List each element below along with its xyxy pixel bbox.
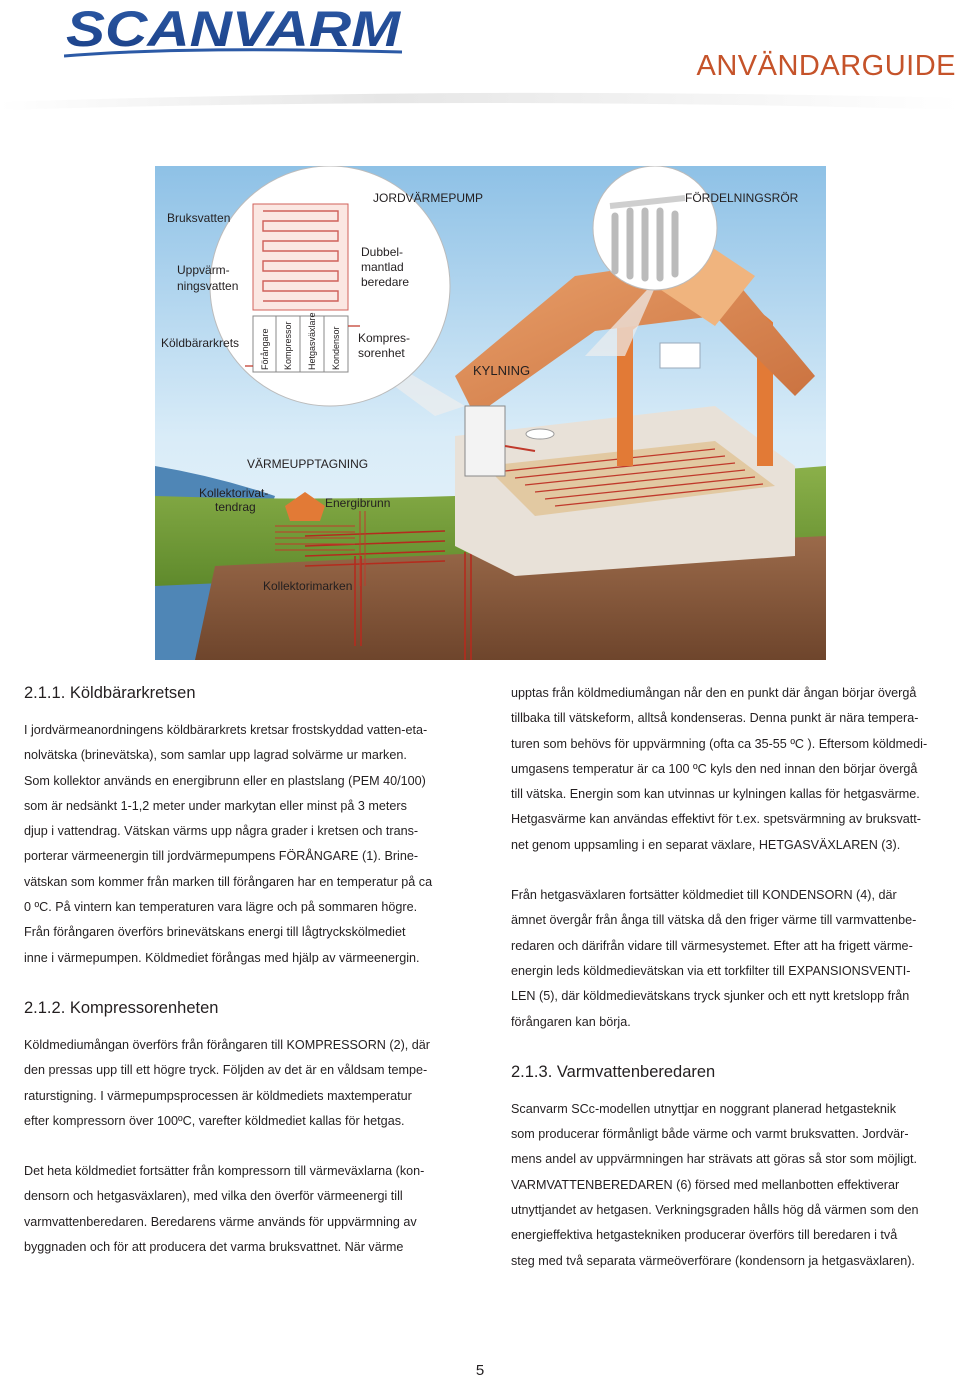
right-paragraph-1 bbox=[511, 681, 958, 858]
text-line: ämnet övergår från ånga till vätska då den friger värme till varmvattenbe- bbox=[511, 913, 917, 928]
label-dubbel-1: Dubbel- bbox=[361, 245, 404, 259]
section-heading-varmvattenberedaren: 2.1.3. Varmvattenberedaren bbox=[511, 1062, 716, 1081]
text-line: steg med två separata värmeöverförare (kondensorn ja hetgasväxlaren). bbox=[511, 1253, 915, 1268]
text-line: Från hetgasväxlaren fortsätter köldmediet till KONDENSORN (4), där bbox=[511, 888, 897, 903]
label-koldbararkrets: Köldbärarkrets bbox=[161, 336, 240, 350]
text-line: densorn och hetgasväxlaren), med vilka den överför värmeenergi till bbox=[24, 1189, 403, 1204]
label-kollektorimarken: Kollektorimarken bbox=[263, 579, 353, 593]
text-line: Från förångaren överförs brinevätskans energi till lågtryckskölmediet bbox=[24, 925, 406, 940]
text-line: energieffektiva hetgastekniken producerar överförs till beredaren i två bbox=[511, 1228, 898, 1243]
text-line: upptas från köldmediumångan når den en punkt där ångan börjar övergå bbox=[511, 686, 917, 700]
scanvarm-logo bbox=[64, 2, 404, 62]
label-bruksvatten: Bruksvatten bbox=[167, 211, 231, 225]
section-heading-kompressorenheten: 2.1.2. Kompressorenheten bbox=[24, 998, 219, 1017]
text-line: utnyttjandet av hetgasen. Verkningsgraden hålls hög då värmen som den bbox=[511, 1203, 919, 1218]
text-line: varmvattenberedaren. Beredarens värme används för uppvärmning av bbox=[24, 1214, 417, 1229]
right-column bbox=[511, 681, 958, 1274]
text-line: efter kompressorn över 100ºC, varefter köldmediet kallas för hetgas. bbox=[24, 1113, 405, 1128]
label-jordvarmepump: JORDVÄRMEPUMP bbox=[373, 191, 484, 205]
text-line: som producerar förmånligt både värme och varmt bruksvatten. Jordvär- bbox=[511, 1127, 909, 1142]
text-line: LEN (5), där köldmedievätskans tryck sjunker och ett nytt kretslopp från bbox=[511, 989, 910, 1004]
text-line: turen som behövs för uppvärmning (ofta ca 35-55 ºC ). Eftersom köldmedi- bbox=[511, 736, 928, 751]
label-kollektorivat-2: tendrag bbox=[215, 500, 256, 514]
text-line: Köldmediumångan överförs från förångaren till KOMPRESSORN (2), där bbox=[24, 1037, 430, 1052]
text-line: till vätska. Energin som kan utvinnas ur kylningen kallas för hetgasvärme. bbox=[511, 787, 920, 802]
section-1-body bbox=[24, 718, 470, 971]
logo-text: SCANVARM bbox=[66, 2, 402, 57]
text-line: Hetgasvärme kan användas effektivt för t.ex. spetsvärmning av bruksvatt- bbox=[511, 812, 921, 827]
text-line: nolvätska (brinevätska), som samlar upp lagrad solvärme ur marken. bbox=[24, 748, 407, 763]
header-decoration bbox=[0, 88, 960, 110]
text-line: mens andel av uppvärmningen har strävats att göras så stor som möjligt. bbox=[511, 1152, 917, 1167]
text-line: tillbaka till vätskeform, alltså kondenseras. Denna punkt är nära tempera- bbox=[511, 711, 919, 726]
text-line: raturstigning. I värmepumpsprocessen är köldmediets maxtemperatur bbox=[24, 1088, 412, 1103]
label-dubbel-2: mantlad bbox=[361, 260, 404, 274]
text-line: den pressas upp till ett högre tryck. Följden av det är en våldsam tempe- bbox=[24, 1063, 428, 1078]
text-line: byggnaden och för att producera det varma bruksvattnet. När värme bbox=[24, 1240, 404, 1255]
label-fordelningsror: FÖRDELNINGSRÖR bbox=[685, 191, 799, 205]
text-line: 0 ºC. På vintern kan temperaturen vara lägre och på sommaren högre. bbox=[24, 900, 418, 915]
document-title: ANVÄNDARGUIDE bbox=[696, 50, 956, 82]
section-2-paragraph-1 bbox=[24, 1033, 470, 1134]
label-energibrunn: Energibrunn bbox=[325, 496, 391, 510]
text-line: redaren och därifrån vidare till värmesystemet. Efter att ha frigett värme- bbox=[511, 938, 913, 953]
text-line: net genom uppsamling i en separat växlare, HETGASVÄXLAREN (3). bbox=[511, 837, 901, 852]
text-line: inne i värmepumpen. Köldmediet förångas med hjälp av värmeenergin. bbox=[24, 950, 420, 965]
label-kompres-1: Kompres- bbox=[358, 331, 411, 345]
text-line: Som kollektor används en energibrunn eller en plastslang (PEM 40/100) bbox=[24, 773, 426, 788]
text-line: vätskan som kommer från marken till förångaren har en temperatur på ca bbox=[24, 874, 433, 889]
section-2-paragraph-2 bbox=[24, 1159, 470, 1260]
label-kompres-2: sorenhet bbox=[358, 346, 405, 360]
text-line: energin leds köldmedievätskan via ett torkfilter till EXPANSIONSVENTI- bbox=[511, 963, 911, 978]
text-line: som är nedsänkt 1-1,2 meter under markytan eller minst på 3 meters bbox=[24, 798, 407, 813]
left-column bbox=[24, 681, 470, 1260]
text-line: I jordvärmeanordningens köldbärarkrets kretsar frostskyddad vatten-eta- bbox=[24, 723, 428, 737]
heat-pump-diagram bbox=[155, 166, 826, 660]
label-kondensor: Kondensor bbox=[331, 326, 341, 370]
text-line: VARMVATTENBEREDAREN (6) försed med mellanbotten effektiverar bbox=[511, 1177, 900, 1192]
right-paragraph-2 bbox=[511, 883, 958, 1035]
label-kylning: KYLNING bbox=[473, 363, 531, 378]
label-uppvarmning-2: ningsvatten bbox=[177, 279, 239, 293]
text-line: porterar värmeenergin till jordvärmepumpens FÖRÅNGARE (1). Brine- bbox=[24, 849, 419, 864]
label-varmeupptagning: VÄRMEUPPTAGNING bbox=[247, 457, 369, 471]
text-line: Scanvarm SCc-modellen utnyttjar en noggrant planerad hetgasteknik bbox=[511, 1101, 897, 1116]
page-number: 5 bbox=[475, 1362, 485, 1379]
text-line: umgasens temperatur är ca 100 ºC kyls den ned innan den börjar övergå bbox=[511, 761, 918, 776]
label-forangare: Förångare bbox=[260, 328, 270, 370]
text-line: djup i vattendrag. Vätskan värms upp några grader i kretsen och trans- bbox=[24, 824, 419, 839]
text-line: Det heta köldmediet fortsätter från kompressorn till värmeväxlarna (kon- bbox=[24, 1164, 425, 1179]
label-kompressor: Kompressor bbox=[283, 321, 293, 370]
label-uppvarmning-1: Uppvärm- bbox=[177, 263, 230, 277]
label-hetgasvaxlare: Hetgasväxlare bbox=[307, 312, 317, 370]
label-kollektorivat-1: Kollektorivat- bbox=[199, 486, 269, 500]
section-3-body bbox=[511, 1097, 958, 1274]
text-line: förångaren kan börja. bbox=[511, 1014, 631, 1029]
section-heading-koldbararkretsen: 2.1.1. Köldbärarkretsen bbox=[24, 684, 196, 702]
label-dubbel-3: beredare bbox=[361, 275, 410, 289]
